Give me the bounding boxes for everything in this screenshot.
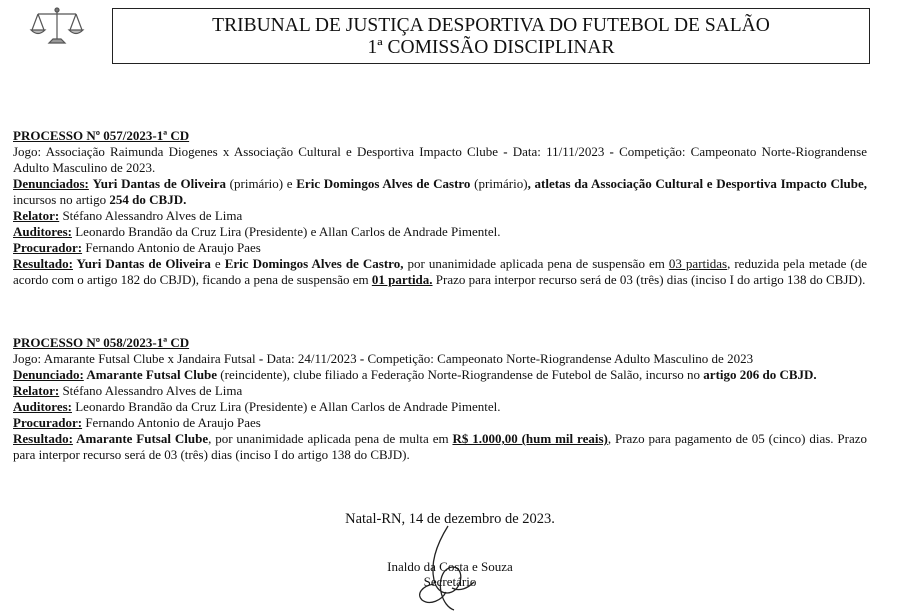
jogo-text: Jogo: Amarante Futsal Clube x Jandaira Futsal <box>13 351 256 366</box>
resultado-text: , reduzida pela metade (de acordo com o artigo 182 do CBJD), ficando a pena de suspensão em <box>13 256 867 287</box>
incurso-text: incursos no artigo <box>13 192 110 207</box>
jogo-competition: Competição: Campeonato Norte-Riograndense Adulto Masculino de 2023 <box>367 351 754 366</box>
artigo: 254 do CBJD. <box>109 192 187 207</box>
partidas-count: 03 partidas <box>668 256 728 271</box>
resultado-text: Prazo para interpor recurso será de 03 (três) dias (inciso I do artigo 138 do CBJD). <box>432 272 866 287</box>
processo-057-procurador <box>13 240 867 256</box>
denunciado-name: Amarante Futsal Clube <box>83 367 218 382</box>
processo-058-resultado <box>13 431 867 463</box>
denunciado-name: Eric Domingos Alves de Castro <box>296 176 471 191</box>
denunciado-label: Denunciado: <box>13 367 84 382</box>
resultado-name: Eric Domingos Alves de Castro, <box>224 256 404 271</box>
processo-057-auditores <box>13 224 867 240</box>
auditores-names: Leonardo Brandão da Cruz Lira (Presidente) e Allan Carlos de Andrade Pimentel. <box>71 224 501 239</box>
jogo-separator: - <box>255 351 267 366</box>
auditores-label: Auditores: <box>13 399 72 414</box>
jogo-separator: - <box>498 144 513 159</box>
processo-058-jogo <box>13 351 867 367</box>
processo-057-denunciados <box>13 176 867 208</box>
denunciado-status: (primário) <box>470 176 528 191</box>
processo-058-denunciado <box>13 367 867 383</box>
processo-058-auditores <box>13 399 867 415</box>
partidas-final: 01 partida. <box>371 272 433 287</box>
jogo-text: Jogo: Associação Raimunda Diogenes x Associação Cultural e Desportiva Impacto Clube <box>13 144 499 159</box>
procurador-label: Procurador: <box>13 240 83 255</box>
resultado-text: por unanimidade aplicada pena de suspensão em <box>403 256 669 271</box>
signatory-block <box>0 559 900 589</box>
processo-058-procurador <box>13 415 867 431</box>
relator-name: Stéfano Alessandro Alves de Lima <box>59 208 243 223</box>
processo-058-title: PROCESSO Nº 058/2023-1ª CD <box>13 335 190 350</box>
resultado-and: e <box>210 256 225 271</box>
processo-058-relator <box>13 383 867 399</box>
multa-value: R$ 1.000,00 (hum mil reais) <box>452 431 608 446</box>
relator-label: Relator: <box>13 383 60 398</box>
scales-of-justice-logo <box>28 6 86 46</box>
jogo-competition: Competição: Campeonato Norte-Riograndense Adulto Masculino de 2023. <box>13 144 867 175</box>
relator-name: Stéfano Alessandro Alves de Lima <box>59 383 243 398</box>
procurador-name: Fernando Antonio de Araujo Paes <box>82 240 261 255</box>
auditores-label: Auditores: <box>13 224 72 239</box>
clube-name: Associação Cultural e Desportiva Impacto Clube, <box>591 176 867 191</box>
header-box <box>112 8 870 64</box>
denunciado-status: (primário) e <box>225 176 297 191</box>
auditores-names: Leonardo Brandão da Cruz Lira (Presidente) e Allan Carlos de Andrade Pimentel. <box>71 399 501 414</box>
resultado-text: , por unanimidade aplicada pena de multa em <box>208 431 453 446</box>
resultado-label: Resultado: <box>13 431 73 446</box>
procurador-label: Procurador: <box>13 415 83 430</box>
jogo-date: Data: 24/11/2023 <box>266 351 357 366</box>
denunciados-label: Denunciados: <box>13 176 89 191</box>
resultado-text: , Prazo para pagamento de 05 (cinco) dias. Prazo para interpor recurso será de 03 (três) dias (inciso I do artigo 138 do CBJD). <box>13 431 867 462</box>
processo-057-section <box>13 128 867 288</box>
denunciado-text: (reincidente), clube filiado a Federação Norte-Riograndense de Futebol de Salão, incurso no <box>217 367 704 382</box>
relator-label: Relator: <box>13 208 60 223</box>
artigo: artigo 206 do CBJD. <box>703 367 817 382</box>
denunciado-name: Yuri Dantas de Oliveira <box>92 176 226 191</box>
tribunal-title: TRIBUNAL DE JUSTIÇA DESPORTIVA DO FUTEBOL DE SALÃO <box>212 15 770 36</box>
processo-057-title: PROCESSO Nº 057/2023-1ª CD <box>13 128 190 143</box>
processo-057-resultado <box>13 256 867 288</box>
closing-date: Natal-RN, 14 de dezembro de 2023. <box>345 511 555 527</box>
processo-057-jogo <box>13 144 867 176</box>
procurador-name: Fernando Antonio de Araujo Paes <box>82 415 261 430</box>
jogo-separator: - <box>604 144 620 159</box>
resultado-label: Resultado: <box>13 256 73 271</box>
processo-058-section <box>13 335 867 463</box>
resultado-name: Yuri Dantas de Oliveira <box>72 256 211 271</box>
processo-057-relator <box>13 208 867 224</box>
signatory-role: Secretário <box>423 574 477 589</box>
commission-title: 1ª COMISSÃO DISCIPLINAR <box>367 37 615 58</box>
resultado-name: Amarante Futsal Clube <box>72 431 209 446</box>
jogo-date: Data: 11/11/2023 <box>512 144 605 159</box>
jogo-separator: - <box>356 351 368 366</box>
signatory-name: Inaldo da Costa e Souza <box>387 559 513 574</box>
atletas-text: , atletas da <box>527 176 592 191</box>
